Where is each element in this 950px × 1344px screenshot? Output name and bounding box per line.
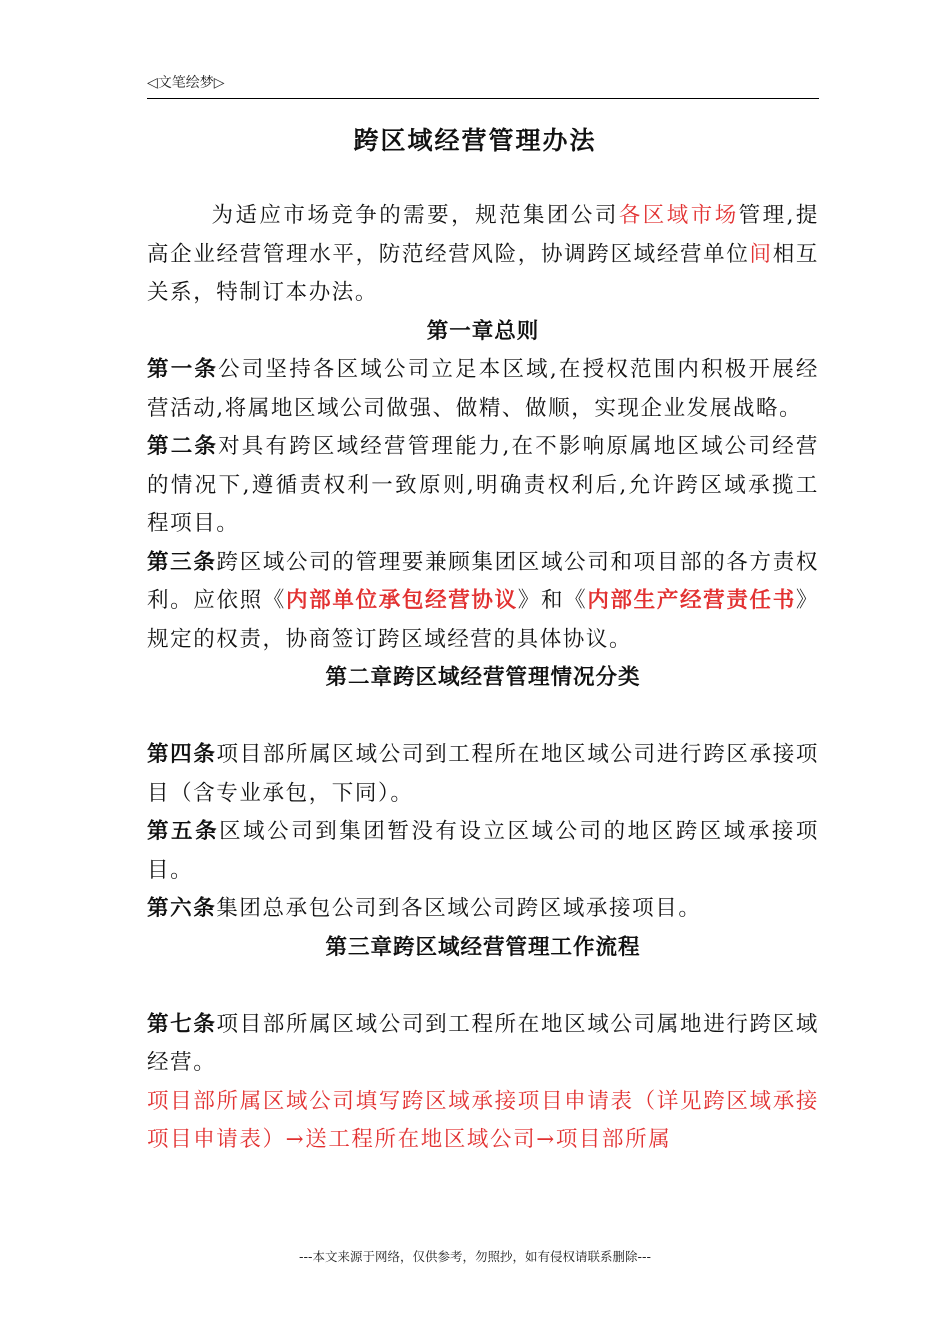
article-text: 》和《	[517, 588, 588, 613]
preface-text: 为适应市场竞争的需要，规范集团公司	[211, 203, 619, 228]
blank-line	[147, 698, 819, 737]
chapter-2-heading: 第二章跨区域经营管理情况分类	[325, 665, 641, 690]
document-body	[147, 197, 819, 1160]
preface-text: 管理,提高企业经营管理水平，防范经营风险，协调跨区域经营单位	[147, 203, 819, 267]
article-label: 第三条	[147, 549, 217, 575]
article-text: 项目部所属区域公司到工程所在地区域公司属地进行跨区域经营。	[147, 1011, 819, 1075]
article-label: 第一条	[147, 357, 219, 382]
referenced-document: 内部单位承包经营协议	[286, 588, 518, 613]
article-label: 第二条	[147, 434, 219, 459]
workflow-paragraph: 项目部所属区域公司填写跨区域承接项目申请表（详见跨区域承接项目申请表）→送工程所在地区域公司→项目部所属	[147, 1088, 819, 1152]
page-header: ◁文笔绘梦▷	[147, 75, 225, 91]
article-text: 集团总承包公司到各区域公司跨区域承接项目。	[216, 896, 702, 921]
preface-highlight: 间	[749, 241, 773, 267]
document-title: 跨区域经营管理办法	[353, 126, 597, 155]
chapter-1-heading: 第一章总则	[426, 318, 540, 344]
preface-highlight: 各区域市场	[618, 203, 739, 228]
article-5	[147, 813, 819, 890]
preface-text: 相互关系，特制订本办法。	[147, 241, 820, 305]
article-label: 第七条	[147, 1011, 217, 1037]
article-label: 第六条	[147, 896, 217, 921]
header-divider	[147, 98, 819, 99]
article-3	[147, 544, 819, 660]
article-text: 跨区域公司的管理要兼顾集团区域公司和项目部的各方责权利。应依照《	[147, 549, 819, 613]
article-1	[147, 351, 819, 428]
page-footer: ---本文来源于网络，仅供参考，勿照抄，如有侵权请联系删除---	[298, 1249, 652, 1264]
article-2	[147, 428, 819, 544]
article-text: 对具有跨区域经营管理能力,在不影响原属地区域公司经营的情况下,遵循责权利一致原则,明确责权利后,允许跨区域承揽工程项目。	[147, 434, 820, 536]
article-text: 公司坚持各区域公司立足本区域,在授权范围内积极开展经营活动,将属地区域公司做强、做精、做顺，实现企业发展战略。	[147, 357, 820, 421]
preface-paragraph	[147, 197, 819, 313]
blank-line	[147, 967, 819, 1006]
referenced-document: 内部生产经营责任书	[587, 588, 796, 613]
article-7	[147, 1006, 819, 1083]
article-label: 第五条	[147, 819, 220, 844]
chapter-3-heading: 第三章跨区域经营管理工作流程	[325, 934, 641, 960]
article-text: 项目部所属区域公司到工程所在地区域公司进行跨区承接项目（含专业承包，下同）。	[147, 742, 819, 806]
article-4	[147, 736, 819, 813]
article-6	[147, 890, 819, 929]
article-label: 第四条	[147, 742, 217, 767]
article-text: 》规定的权责，协商签订跨区域经营的具体协议。	[147, 588, 819, 652]
article-text: 区域公司到集团暂没有设立区域公司的地区跨区域承接项目。	[147, 819, 819, 883]
